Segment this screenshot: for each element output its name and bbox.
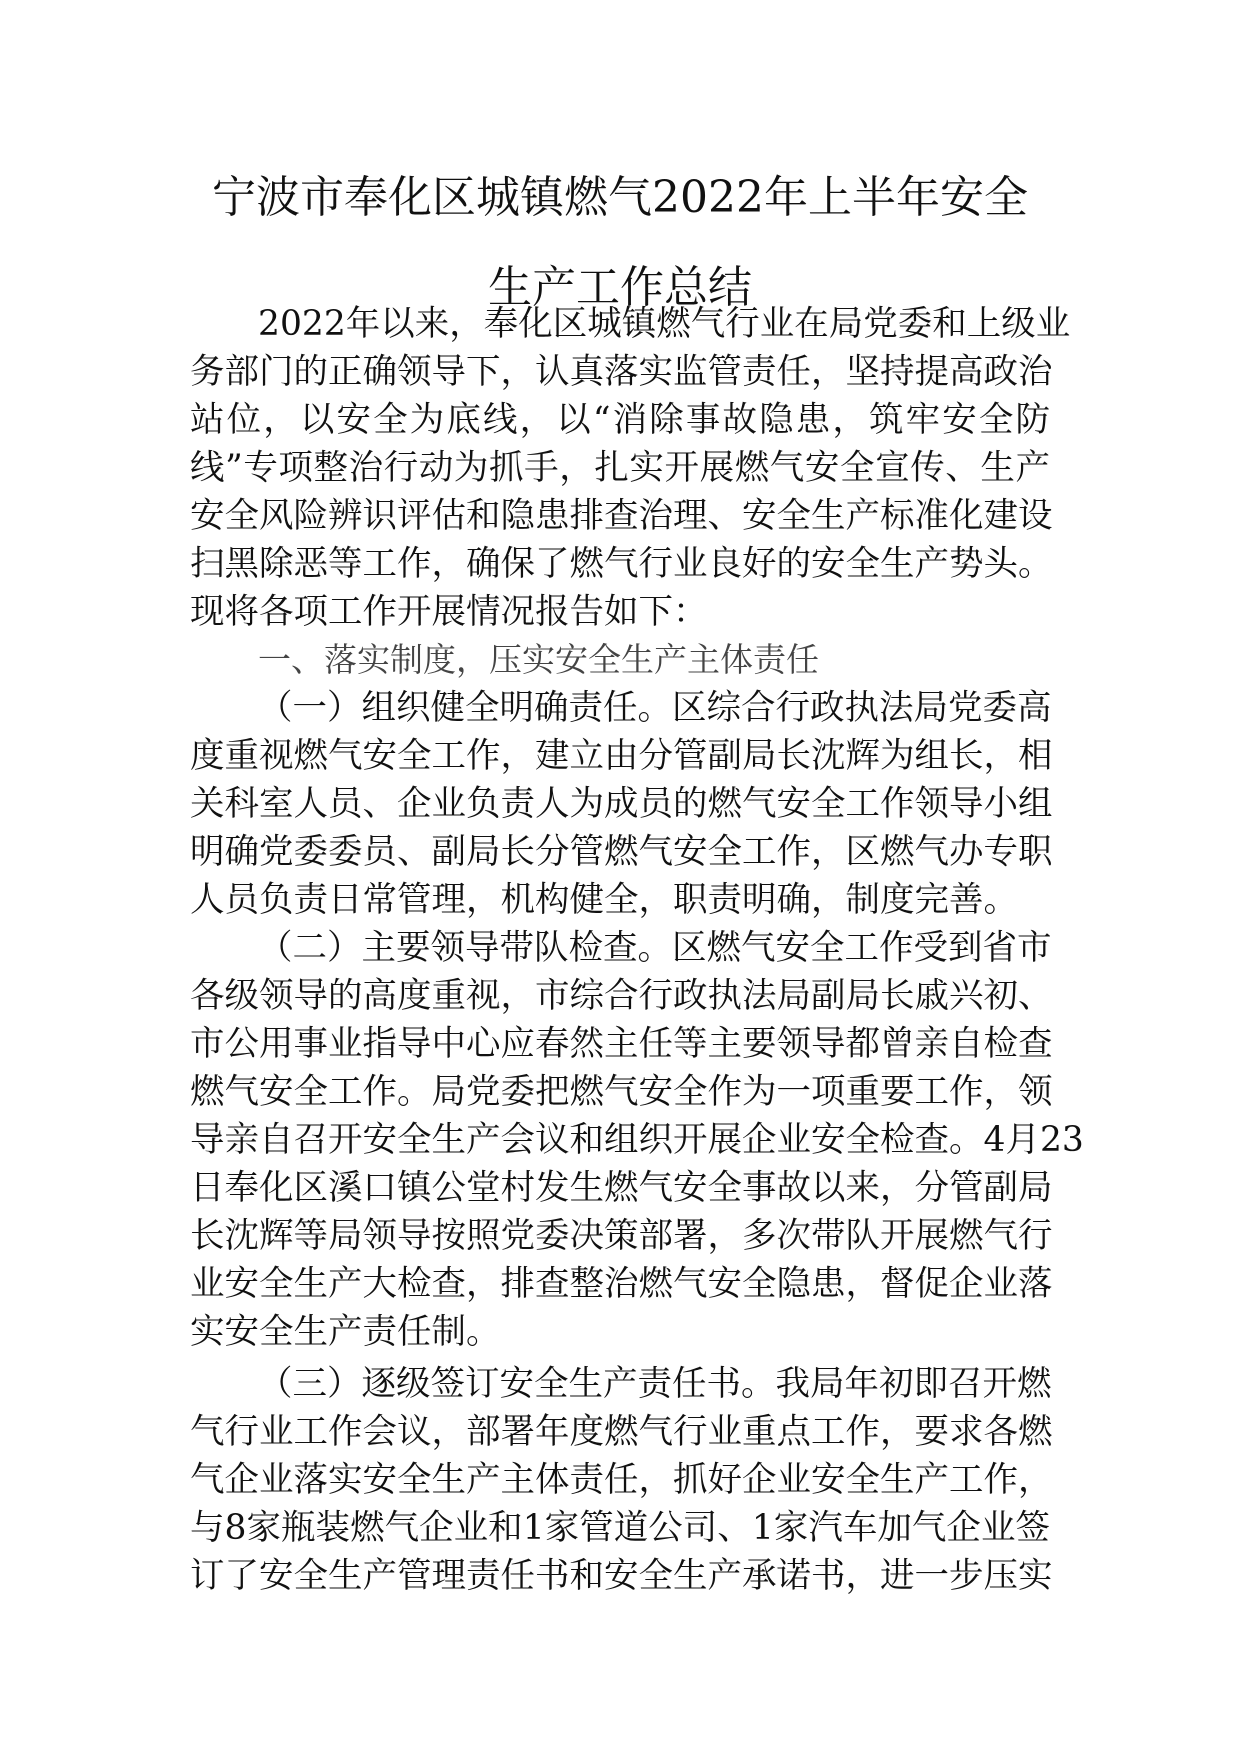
paragraph-line: 实安全生产责任制。 — [190, 1312, 501, 1352]
paragraph-line: 人员负责日常管理，机构健全，职责明确，制度完善。 — [190, 880, 1018, 920]
paragraph-line: 各级领导的高度重视，市综合行政执法局副局长戚兴初、 — [190, 976, 1053, 1016]
paragraph-line: 长沈辉等局领导按照党委决策部署，多次带队开展燃气行 — [190, 1216, 1053, 1256]
paragraph-line: 站位，以安全为底线，以“消除事故隐患，筑牢安全防 — [190, 400, 1050, 440]
paragraph-line: 度重视燃气安全工作，建立由分管副局长沈辉为组长，相 — [190, 736, 1053, 776]
paragraph-line: （二）主要领导带队检查。区燃气安全工作受到省市 — [258, 928, 1052, 968]
paragraph-line: 订了安全生产管理责任书和安全生产承诺书，进一步压实 — [190, 1556, 1053, 1596]
document-title-line-1: 宁波市奉化区城镇燃气2022年上半年安全 — [212, 172, 1028, 223]
paragraph-line: 务部门的正确领导下，认真落实监管责任，坚持提高政治 — [190, 352, 1053, 392]
paragraph-line: （三）逐级签订安全生产责任书。我局年初即召开燃 — [258, 1364, 1052, 1404]
document-title-line-2: 生产工作总结 — [488, 262, 752, 313]
paragraph-line: 气企业落实安全生产主体责任，抓好企业安全生产工作， — [190, 1460, 1053, 1500]
paragraph-line: 线”专项整治行动为抓手，扎实开展燃气安全宣传、生产 — [190, 448, 1050, 488]
paragraph-line: 日奉化区溪口镇公堂村发生燃气安全事故以来，分管副局 — [190, 1168, 1053, 1208]
paragraph-line: 安全风险辨识评估和隐患排查治理、安全生产标准化建设 — [190, 496, 1053, 536]
section-heading: 一、落实制度，压实安全生产主体责任 — [258, 640, 819, 679]
paragraph-line: 导亲自召开安全生产会议和组织开展企业安全检查。4月23 — [190, 1120, 1084, 1160]
paragraph-line: 与8家瓶装燃气企业和1家管道公司、1家汽车加气企业签 — [190, 1508, 1050, 1548]
paragraph-line: 明确党委委员、副局长分管燃气安全工作，区燃气办专职 — [190, 832, 1053, 872]
paragraph-line: 2022年以来，奉化区城镇燃气行业在局党委和上级业 — [258, 304, 1071, 344]
paragraph-line: 气行业工作会议，部署年度燃气行业重点工作，要求各燃 — [190, 1412, 1053, 1452]
paragraph-line: （一）组织健全明确责任。区综合行政执法局党委高 — [258, 688, 1052, 728]
paragraph-line: 燃气安全工作。局党委把燃气安全作为一项重要工作，领 — [190, 1072, 1053, 1112]
paragraph-line: 关科室人员、企业负责人为成员的燃气安全工作领导小组 — [190, 784, 1053, 824]
paragraph-line: 扫黑除恶等工作，确保了燃气行业良好的安全生产势头。 — [190, 544, 1053, 584]
paragraph-line: 市公用事业指导中心应春然主任等主要领导都曾亲自检查 — [190, 1024, 1053, 1064]
paragraph-line: 现将各项工作开展情况报告如下： — [190, 592, 708, 632]
paragraph-line: 业安全生产大检查，排查整治燃气安全隐患，督促企业落 — [190, 1264, 1053, 1304]
